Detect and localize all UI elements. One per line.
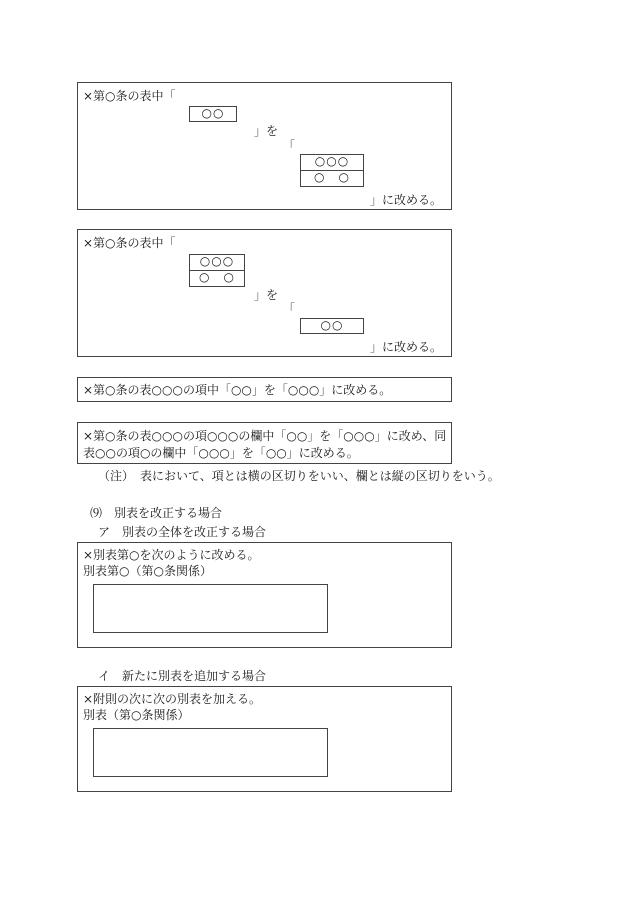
box2-end: 」に改める。 bbox=[370, 340, 443, 354]
box-a-table-placeholder bbox=[93, 584, 328, 633]
box2-intro: ×第○条の表中「 bbox=[83, 236, 176, 250]
amendment-box-3 bbox=[77, 377, 452, 402]
box1-new-cell-top: ○○○ bbox=[300, 154, 364, 171]
amendment-box-4 bbox=[77, 422, 452, 464]
amendment-box-2 bbox=[77, 229, 452, 357]
box1-intro: ×第○条の表中「 bbox=[83, 89, 176, 103]
box2-old-cell-bottom: ○ ○ bbox=[189, 270, 245, 287]
box-i-line1: ×附則の次に次の別表を加える。 bbox=[83, 692, 262, 706]
box-a-line1: ×別表第○を次のように改める。 bbox=[83, 548, 260, 562]
subheading-i: イ 新たに別表を追加する場合 bbox=[98, 669, 267, 683]
box1-open-bracket: 「 bbox=[283, 139, 296, 153]
box-i-line2: 別表（第○条関係） bbox=[83, 708, 190, 722]
box1-old-cell: ○○ bbox=[189, 106, 237, 122]
amendment-box-a bbox=[77, 542, 452, 648]
section-heading: ⑼ 別表を改正する場合 bbox=[90, 506, 223, 520]
box1-end: 」に改める。 bbox=[370, 193, 443, 207]
subheading-a: ア 別表の全体を改正する場合 bbox=[98, 525, 267, 539]
box2-old-cell-top: ○○○ bbox=[189, 254, 245, 271]
box2-wo: 」を bbox=[254, 288, 279, 302]
box3-text: ×第○条の表○○○の項中「○○」を「○○○」に改める。 bbox=[83, 383, 392, 397]
box-i-table-placeholder bbox=[93, 728, 328, 777]
box1-new-cell-bottom: ○ ○ bbox=[300, 170, 364, 187]
amendment-box-1 bbox=[77, 82, 452, 210]
box2-new-cell: ○○ bbox=[300, 318, 364, 334]
note: （注） 表において、項とは横の区切りをいい、欄とは縦の区切りをいう。 bbox=[98, 469, 500, 483]
box2-open-bracket: 「 bbox=[283, 302, 296, 316]
box4-text: ×第○条の表○○○の項○○○の欄中「○○」を「○○○」に改め、同表○○の項○の欄中「○○○」を「○○」に改める。 bbox=[83, 429, 447, 460]
box1-wo: 」を bbox=[254, 124, 279, 138]
amendment-box-i bbox=[77, 686, 452, 792]
box-a-line2: 別表第○（第○条関係） bbox=[83, 564, 212, 578]
